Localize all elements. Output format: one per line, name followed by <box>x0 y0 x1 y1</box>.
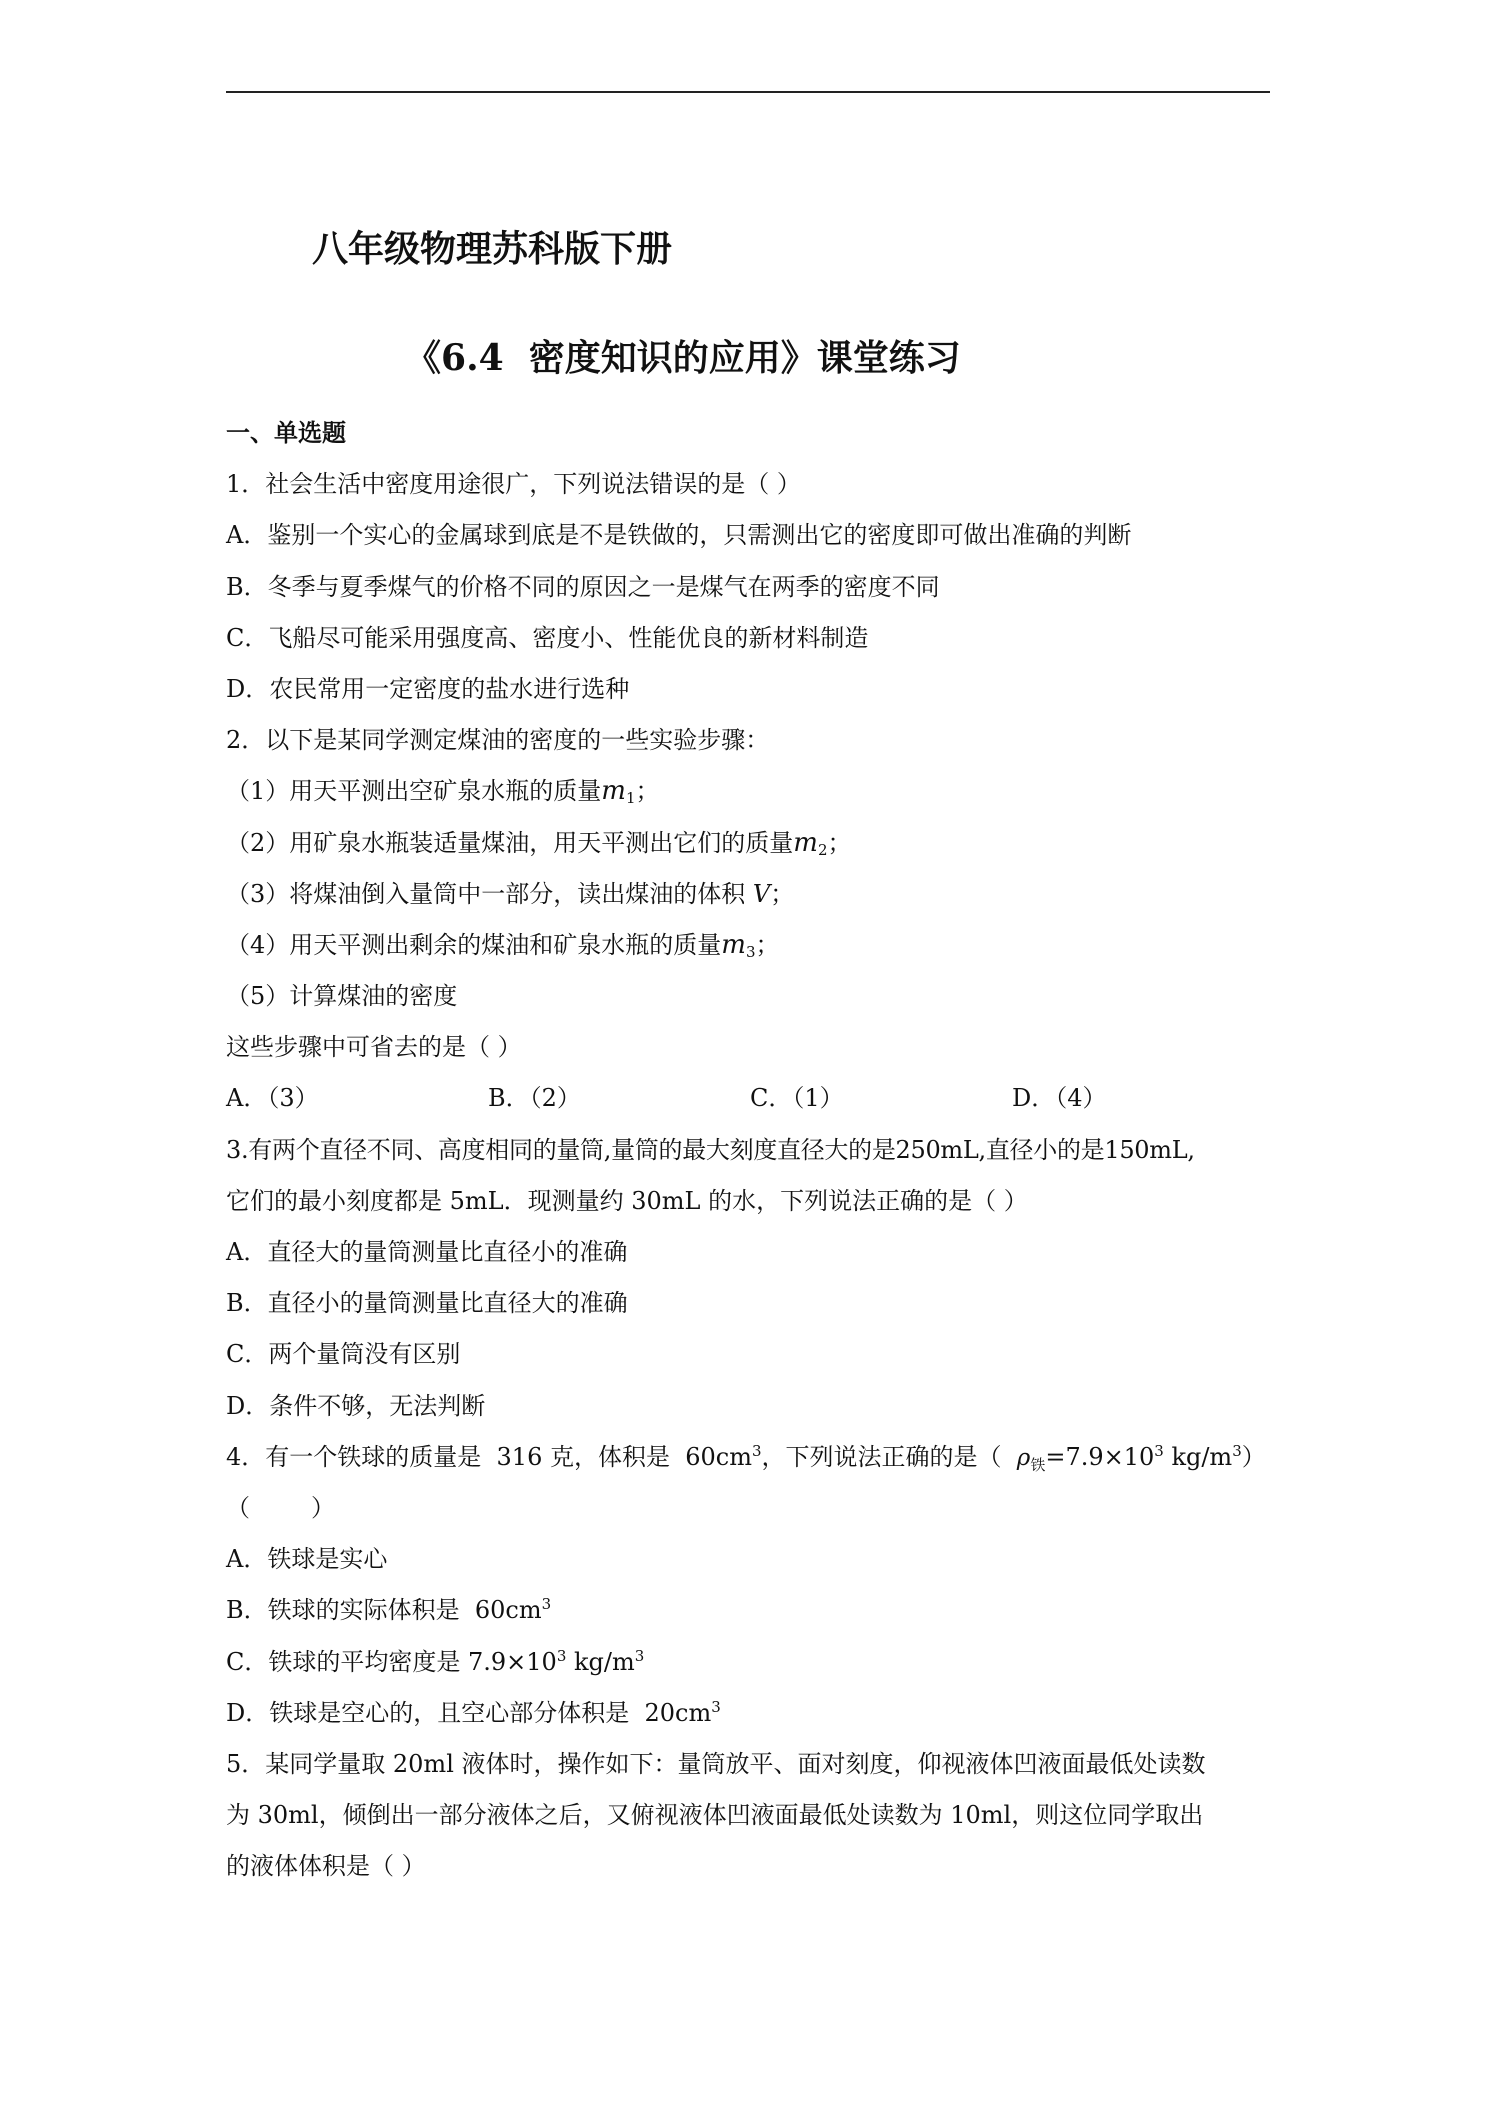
q4-option-d-sup: 3 <box>711 1697 721 1716</box>
q2-step-3-text: （3）将煤油倒入量筒中一部分，读出煤油的体积 <box>226 879 753 908</box>
q2-step-2-end: ； <box>827 828 852 857</box>
q2-step-3-end: ； <box>770 879 795 908</box>
q4-rho-exp: 3 <box>1154 1441 1164 1460</box>
q2-step-2-var: m <box>793 827 818 858</box>
q4-option-b <box>226 1585 1280 1636</box>
q2-step-1 <box>226 766 1280 817</box>
q1-option-b: B．冬季与夏季煤气的价格不同的原因之一是煤气在两季的密度不同 <box>226 572 940 601</box>
q2-question: 这些步骤中可省去的是（ ） <box>226 1033 522 1062</box>
q2-step-2 <box>226 818 1280 869</box>
q2-step-2-sub: 2 <box>817 840 828 859</box>
header-rule <box>226 91 1270 93</box>
q4-option-c-unit-sup: 3 <box>634 1646 645 1665</box>
q4-option-c <box>226 1637 1280 1688</box>
q2-option-b: B．（2） <box>488 1084 581 1113</box>
q3-stem-line2: 它们的最小刻度都是 5mL．现测量约 30mL 的水，下列说法正确的是（ ） <box>226 1186 1028 1215</box>
q2-step-4-sub: 3 <box>745 942 756 961</box>
q3-option-a: A．直径大的量筒测量比直径小的准确 <box>226 1238 628 1266</box>
q2-step-3 <box>226 869 1280 920</box>
q2-step-5: （5）计算煤油的密度 <box>226 982 458 1011</box>
q4-rho-unit: kg/m <box>1163 1442 1233 1471</box>
q3-option-b: B．直径小的量筒测量比直径大的准确 <box>226 1289 628 1318</box>
q3-option-d: D．条件不够，无法判断 <box>226 1391 486 1420</box>
q4-stem-text: 4．有一个铁球的质量是 316 克，体积是 60cm <box>226 1442 752 1471</box>
q2-step-1-sub: 1 <box>625 789 636 808</box>
q5-line2: 为 30ml，倾倒出一部分液体之后，又俯视液体凹液面最低处读数为 10ml，则这位同学取出 <box>226 1801 1204 1830</box>
q2-options <box>226 1073 1280 1124</box>
q4-rho-symbol: ρ <box>1016 1444 1031 1471</box>
subtitle-number: 6.4 <box>441 337 504 379</box>
q2-step-4-end: ； <box>755 930 780 959</box>
q4-stem-sup: 3 <box>751 1441 762 1460</box>
q4-answer-paren: （ ） <box>226 1493 336 1522</box>
q2-step-1-end: ； <box>635 777 660 806</box>
q2-step-1-text: （1）用天平测出空矿泉水瓶的质量 <box>226 777 602 806</box>
subtitle-prefix: 《 <box>405 338 442 379</box>
q2-step-4-var: m <box>721 929 746 960</box>
q1-stem: 1．社会生活中密度用途很广，下列说法错误的是（ ） <box>226 470 801 499</box>
q2-step-4-text: （4）用天平测出剩余的煤油和矿泉水瓶的质量 <box>226 930 722 959</box>
q4-option-c-unit: kg/m <box>566 1647 635 1676</box>
q5-line3: 的液体体积是（ ） <box>226 1852 426 1881</box>
q4-option-d <box>226 1688 1280 1739</box>
q4-option-b-text: B．铁球的实际体积是 60cm <box>226 1596 542 1625</box>
q1-option-d: D．农民常用一定密度的盐水进行选种 <box>226 674 630 703</box>
subtitle-rest: 密度知识的应用》课堂练习 <box>503 338 961 379</box>
q4-rho-sub: 铁 <box>1030 1455 1046 1474</box>
exercise-content <box>226 408 1280 1892</box>
doc-title: 八年级物理苏科版下册 <box>312 229 673 270</box>
q2-step-3-var: V <box>752 879 771 908</box>
section-heading: 一、单选题 <box>226 419 346 447</box>
q4-option-a: A．铁球是实心 <box>226 1545 388 1574</box>
q2-stem: 2．以下是某同学测定煤油的密度的一些实验步骤： <box>226 726 770 755</box>
q4-stem-text-b: ，下列说法正确的是（ <box>761 1442 1017 1471</box>
q3-stem-line1: 3.有两个直径不同、高度相同的量筒,量筒的最大刻度直径大的是250mL,直径小的是150mL, <box>226 1135 1195 1164</box>
q4-option-c-sup: 3 <box>556 1646 567 1665</box>
q3-option-c: C．两个量筒没有区别 <box>226 1340 461 1369</box>
q4-option-d-text: D．铁球是空心的，且空心部分体积是 20cm <box>226 1698 712 1727</box>
q2-option-a: A．（3） <box>226 1084 319 1113</box>
q2-step-2-text: （2）用矿泉水瓶装适量煤油，用天平测出它们的质量 <box>226 828 794 857</box>
q2-step-1-var: m <box>601 776 626 807</box>
q4-stem <box>226 1432 1280 1483</box>
q4-option-c-text: C．铁球的平均密度是 7.9×10 <box>226 1647 557 1676</box>
q1-option-a: A．鉴别一个实心的金属球到底是不是铁做的，只需测出它的密度即可做出准确的判断 <box>226 521 1132 550</box>
q2-option-d: D．（4） <box>1012 1084 1107 1113</box>
q4-stem-end: ） <box>1241 1442 1266 1471</box>
q4-rho-unit-exp: 3 <box>1232 1441 1242 1460</box>
q2-step-4 <box>226 920 1280 971</box>
q4-option-b-sup: 3 <box>541 1595 552 1614</box>
q5-line1: 5．某同学量取 20ml 液体时，操作如下：量筒放平、面对刻度，仰视液体凹液面最低处读数 <box>226 1749 1206 1778</box>
q2-option-c: C．（1） <box>750 1084 844 1113</box>
q1-option-c: C．飞船尽可能采用强度高、密度小、性能优良的新材料制造 <box>226 623 869 652</box>
doc-subtitle <box>405 338 961 379</box>
q4-rho-value: =7.9×10 <box>1045 1442 1155 1471</box>
